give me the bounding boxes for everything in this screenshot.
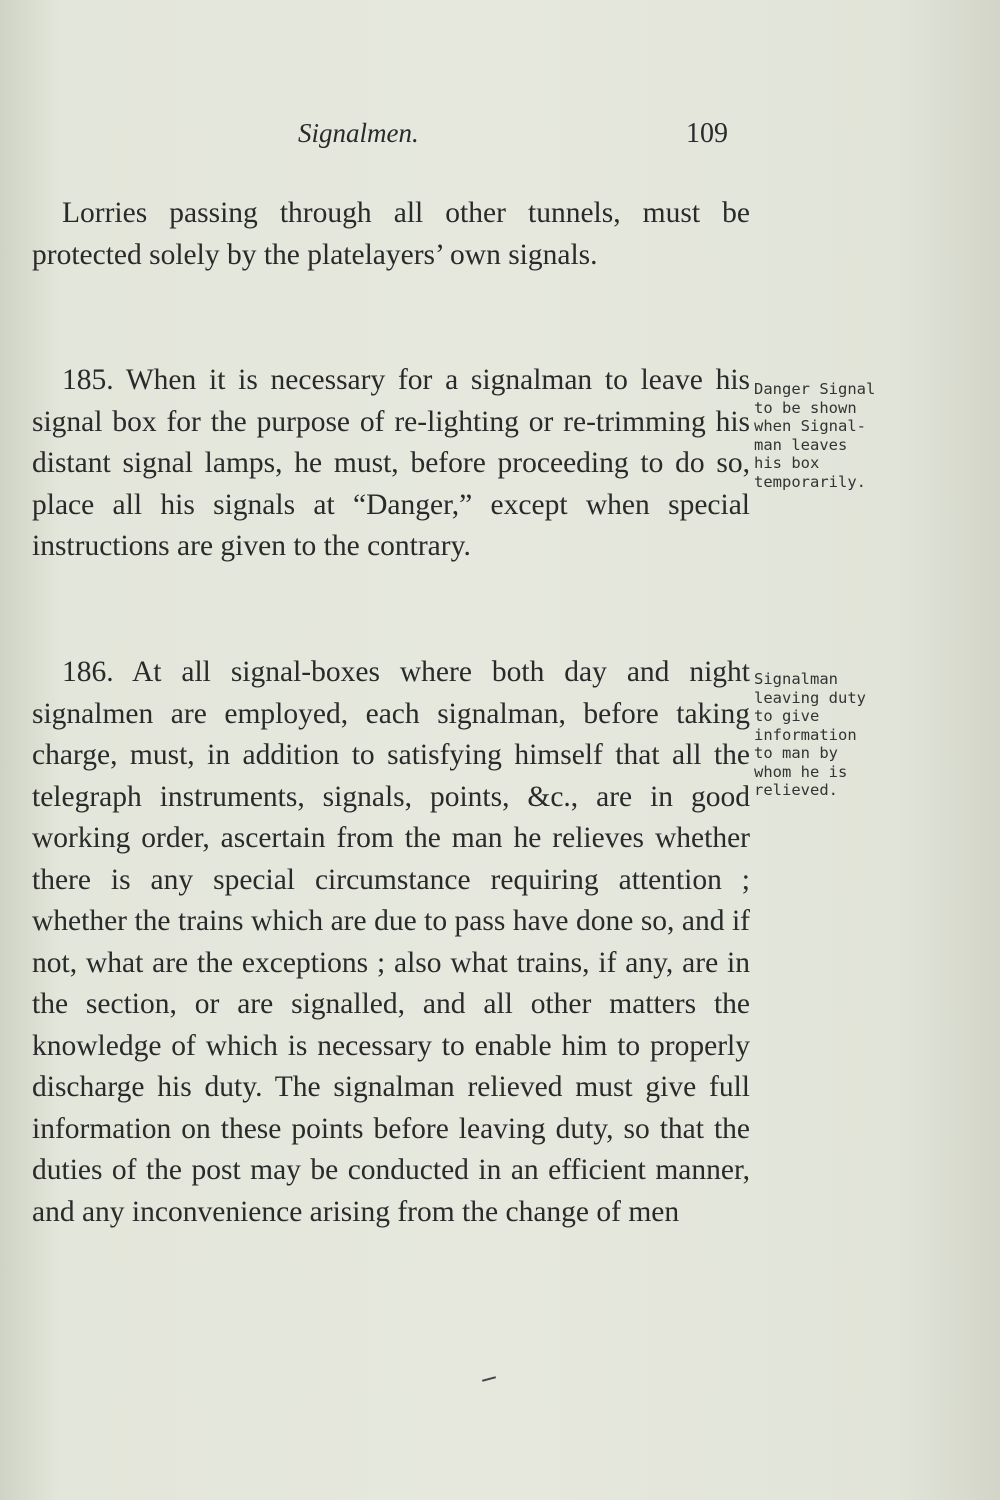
margin-note-danger-signal: [754, 380, 929, 491]
margin-note-line: relieved.: [754, 781, 838, 799]
page-number: 109: [686, 118, 728, 149]
running-title: Signalmen.: [298, 118, 419, 148]
margin-note-line: information: [754, 725, 857, 744]
margin-note-line: man leaves: [754, 435, 848, 454]
paragraph-185: [32, 360, 750, 568]
margin-note-line: his box: [754, 454, 820, 472]
margin-note-line: whom he is: [754, 762, 848, 781]
margin-note-line: leaving duty: [754, 688, 866, 707]
ink-mark: [482, 1376, 496, 1382]
paragraph-lorries: [32, 193, 750, 276]
margin-note-line: Signalman: [754, 670, 838, 688]
margin-note-line: to be shown: [754, 398, 857, 417]
margin-note-line: when Signal-: [754, 417, 866, 435]
paragraph-text: 185. When it is necessary for a signalman to leave his signal box for the purpose of re-lighting or re-trimming his distant signal lamps, he must, before proceeding to do so, place all his signals at “Danger,” except when special instructions are given to the contrary.: [32, 364, 750, 562]
margin-note-signalman-leaving: [754, 670, 929, 800]
page-header: [0, 118, 1000, 158]
margin-note-line: temporarily.: [754, 472, 866, 491]
margin-note-line: to man by: [754, 744, 838, 762]
margin-note-line: Danger Signal: [754, 380, 876, 398]
margin-note-line: to give: [754, 707, 820, 725]
paragraph-text: Lorries passing through all other tunnels, must be protected solely by the platelayers’ own signals.: [32, 197, 750, 271]
paragraph-text: 186. At all signal-boxes where both day and night signalmen are employed, each signalman, before taking charge, must, in addition to satisfying himself that all the telegraph instruments, signals, points, &c., are in good working order, ascertain from the man he relieves whether there is any special circumstance requiring attention ; whether the trains which are due to pass have done so, and if not, what are the exceptions ; also what trains, if any, are in the section, or are signalled, and all other matters the knowledge of which is necessary to enable him to properly discharge his duty. The signalman relieved must give full information on these points before leaving duty, so that the duties of the post may be conducted in an efficient manner, and any inconvenience arising from the change of men: [32, 656, 750, 1228]
paragraph-186: [32, 652, 750, 1233]
